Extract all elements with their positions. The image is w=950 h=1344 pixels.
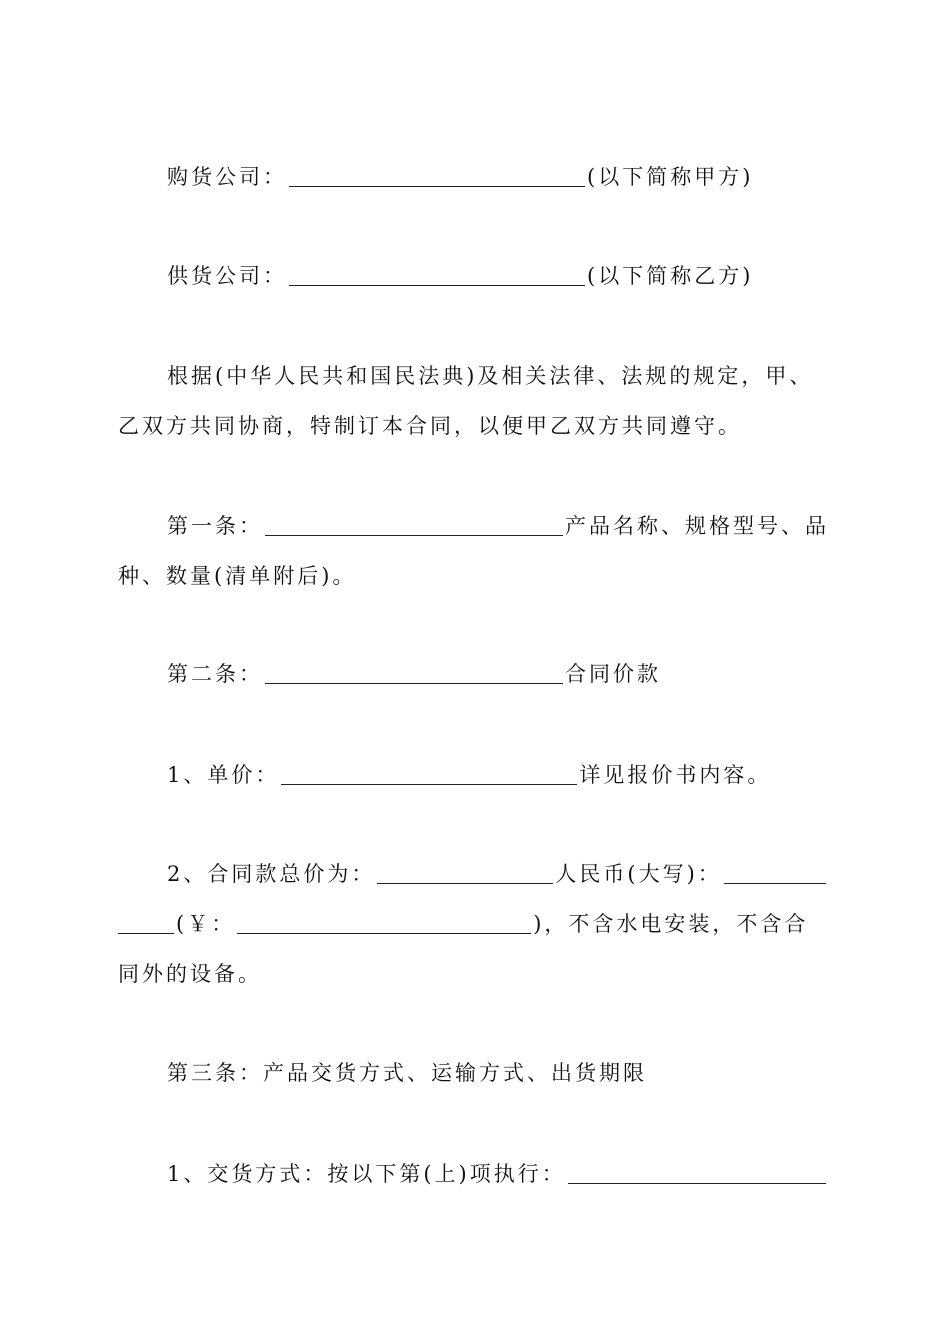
article1-line-2: 种、数量(清单附后)。 [118,564,357,588]
article1-line [167,511,829,541]
total-rmb-label: 人民币(大写)： [555,862,722,886]
buyer-line [167,162,753,192]
total-yen-blank [237,911,531,934]
article3-heading: 第三条：产品交货方式、运输方式、出货期限 [167,1061,647,1085]
buyer-blank [289,164,585,187]
article1-suffix: 产品名称、规格型号、品 [565,514,829,538]
article2-label: 第二条： [167,662,263,686]
total-rmb-blank [724,861,826,884]
article2-blank [265,661,563,684]
total-yen-suffix: )，不含水电安装，不含合 [533,912,809,936]
unit-price-line [167,760,771,790]
article2-line [167,659,661,689]
unit-price-label: 1、单价： [167,763,280,787]
delivery-line [167,1159,828,1189]
delivery-blank [568,1161,826,1184]
total-rmb-blank-cont [118,911,174,934]
buyer-label: 购货公司： [167,165,287,189]
total-price-line [167,859,828,889]
article1-blank [265,513,563,536]
seller-line [167,261,753,291]
unit-price-suffix: 详见报价书内容。 [579,763,772,787]
total-price-line-2 [118,909,808,939]
unit-price-blank [281,762,577,785]
buyer-suffix: (以下简称甲方) [587,165,754,189]
total-price-line-3: 同外的设备。 [118,962,262,986]
total-blank [377,861,553,884]
preamble-line-1: 根据(中华人民共和国民法典)及相关法律、法规的规定，甲、 [167,364,814,388]
preamble-line-2: 乙双方共同协商，特制订本合同，以便甲乙双方共同遵守。 [118,414,742,438]
seller-suffix: (以下简称乙方) [587,264,754,288]
seller-blank [289,263,585,286]
seller-label: 供货公司： [167,264,287,288]
total-yen-prefix: (￥： [176,912,236,936]
article1-label: 第一条： [167,514,263,538]
article2-suffix: 合同价款 [565,662,661,686]
delivery-label: 1、交货方式：按以下第(上)项执行： [167,1162,566,1186]
total-label: 2、合同款总价为： [167,862,376,886]
